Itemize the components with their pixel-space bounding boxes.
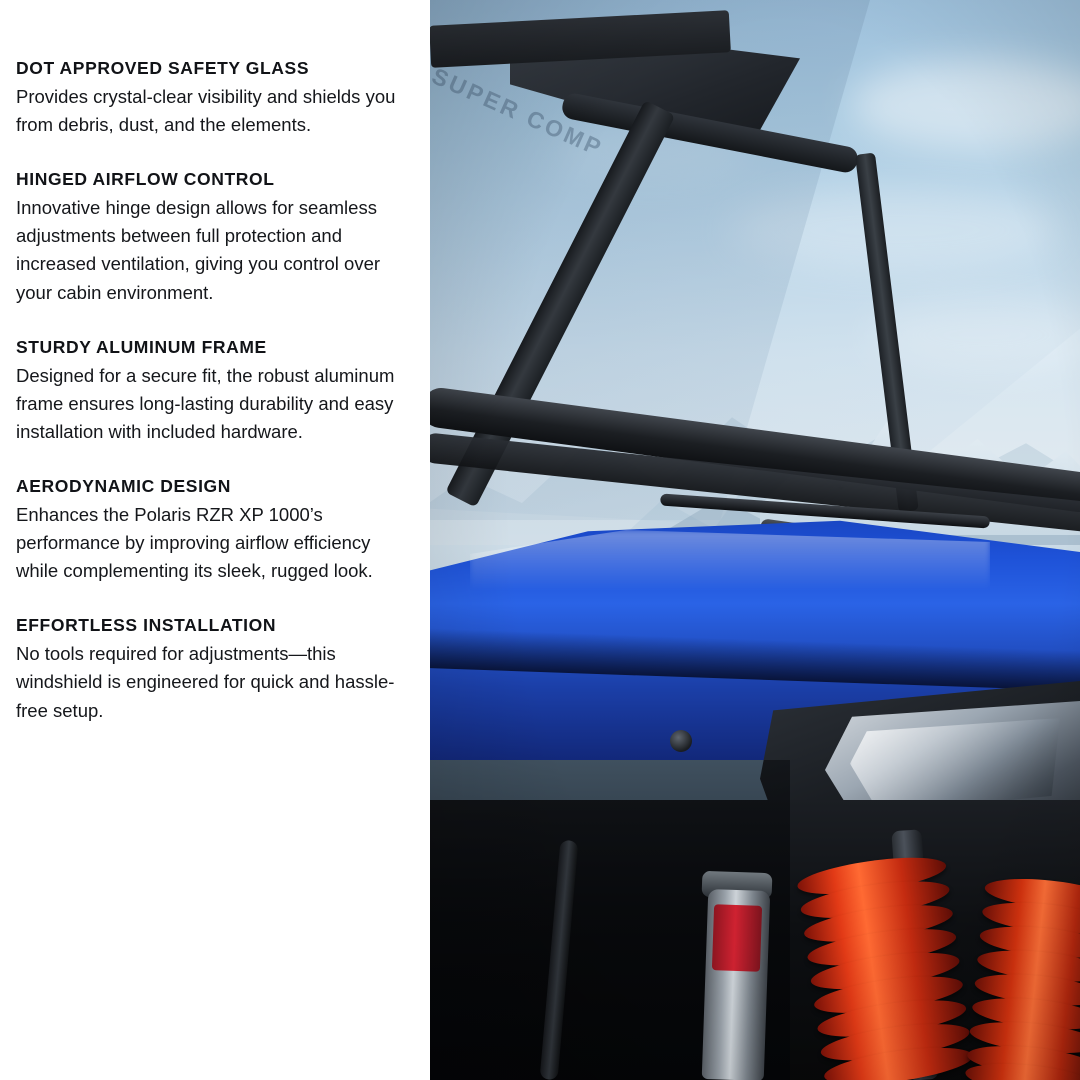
feature-description: Provides crystal-clear visibility and shields you from debris, dust, and the elements. xyxy=(16,86,396,136)
feature-item xyxy=(16,58,400,139)
product-photo xyxy=(430,0,1080,1080)
feature-description: Designed for a secure fit, the robust aluminum frame ensures long-lasting durability and easy installation with included hardware. xyxy=(16,364,395,442)
feature-item xyxy=(16,337,400,446)
feature-description: Enhances the Polaris RZR XP 1000’s performance by improving airflow efficiency while complementing its sleek, rugged look. xyxy=(16,503,373,582)
feature-item xyxy=(16,615,400,724)
feature-description: No tools required for adjustments—this windshield is engineered for quick and hassle-free setup. xyxy=(16,643,395,721)
photo-vignette xyxy=(430,0,1080,1080)
features-panel xyxy=(0,0,430,1080)
feature-description: Innovative hinge design allows for seamless adjustments between full protection and increased ventilation, giving you control over your cabin environment. xyxy=(16,197,381,303)
feature-title: HINGED AIRFLOW CONTROL xyxy=(16,169,275,190)
feature-item xyxy=(16,476,400,585)
feature-title: EFFORTLESS INSTALLATION xyxy=(16,615,277,636)
photo-scene xyxy=(430,0,1080,1080)
feature-item xyxy=(16,169,400,306)
feature-title: STURDY ALUMINUM FRAME xyxy=(16,336,267,357)
feature-title: DOT APPROVED SAFETY GLASS xyxy=(16,58,310,78)
feature-title: AERODYNAMIC DESIGN xyxy=(16,475,231,496)
